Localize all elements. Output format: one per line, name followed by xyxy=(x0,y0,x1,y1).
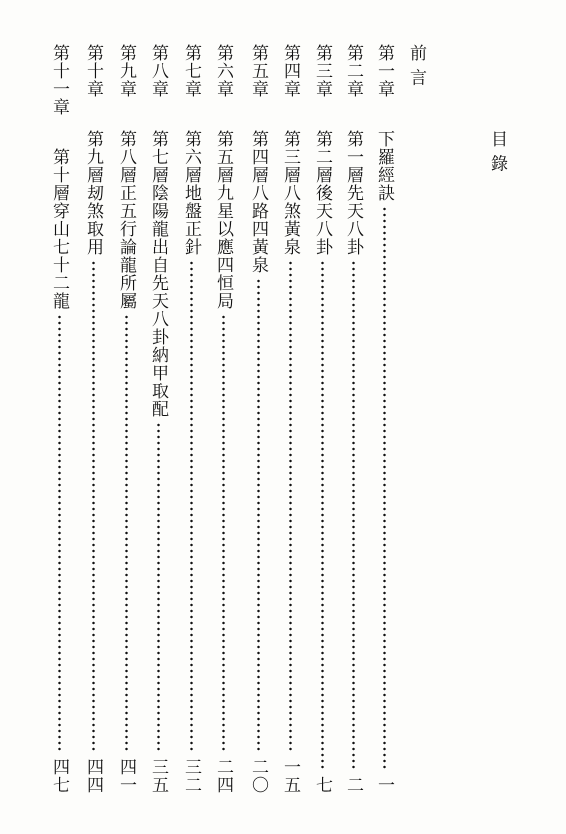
page-number: 三五 xyxy=(148,758,168,794)
toc-entry-5 xyxy=(245,44,271,794)
entry-title: 第二層後天八卦 xyxy=(312,130,332,256)
chapter-label: 第八章 xyxy=(148,44,168,98)
chapter-label: 第六章 xyxy=(213,44,233,98)
dot-leader xyxy=(383,206,386,770)
toc-entry-3 xyxy=(309,44,335,794)
page-number: 七 xyxy=(312,776,332,794)
preface-entry: 前 言 xyxy=(406,44,426,87)
page-number: 二四 xyxy=(213,758,233,794)
chapter-label: 第十一章 xyxy=(49,44,69,116)
page-number: 二 xyxy=(343,776,363,794)
entry-line xyxy=(340,130,366,794)
toc-entry-11 xyxy=(46,44,72,794)
page-number: 一五 xyxy=(280,758,300,794)
page-title: 目 錄 xyxy=(487,130,507,173)
toc-entry-10 xyxy=(80,44,106,794)
entry-line xyxy=(210,130,236,794)
toc-entry-2 xyxy=(340,44,366,794)
dot-leader xyxy=(157,422,160,752)
entry-title: 第三層八煞黃泉 xyxy=(280,130,300,256)
chapter-label: 第七章 xyxy=(181,44,201,98)
toc-entry-7 xyxy=(178,44,204,794)
entry-title: 第十層穿山七十二龍 xyxy=(49,148,69,310)
dot-leader xyxy=(125,314,128,752)
toc-entry-6 xyxy=(210,44,236,794)
toc-entry-8 xyxy=(145,44,171,794)
dot-leader xyxy=(352,260,355,770)
entry-line xyxy=(277,130,303,794)
dot-leader xyxy=(190,260,193,752)
dot-leader xyxy=(92,260,95,752)
entry-line xyxy=(309,130,335,794)
chapter-label: 第五章 xyxy=(248,44,268,98)
dot-leader xyxy=(257,278,260,752)
entry-line xyxy=(46,148,72,794)
entry-title: 第六層地盤正針 xyxy=(181,130,201,256)
entry-title: 第九層刼煞取用 xyxy=(83,130,103,256)
chapter-label: 第一章 xyxy=(374,44,394,98)
entry-line xyxy=(145,130,171,794)
entry-title: 第五層九星以應四恒局 xyxy=(213,130,233,310)
entry-line xyxy=(371,130,397,794)
entry-line xyxy=(178,130,204,794)
entry-line xyxy=(80,130,106,794)
toc-entry-4 xyxy=(277,44,303,794)
dot-leader xyxy=(321,260,324,770)
chapter-label: 第二章 xyxy=(343,44,363,98)
page-number: 四七 xyxy=(49,758,69,794)
entry-line xyxy=(113,130,139,794)
toc-entry-9 xyxy=(113,44,139,794)
page-number: 三二 xyxy=(181,758,201,794)
entry-title: 第四層八路四黃泉 xyxy=(248,130,268,274)
page-number: 四四 xyxy=(83,758,103,794)
page-number: 一 xyxy=(374,776,394,794)
entry-title: 下羅經訣 xyxy=(374,130,394,202)
dot-leader xyxy=(58,314,61,752)
entry-line xyxy=(245,130,271,794)
entry-title: 第一層先天八卦 xyxy=(343,130,363,256)
toc-entry-1 xyxy=(371,44,397,794)
chapter-label: 第九章 xyxy=(116,44,136,98)
page-number: 四一 xyxy=(116,758,136,794)
dot-leader xyxy=(289,260,292,752)
page-number: 二〇 xyxy=(248,758,268,794)
chapter-label: 第四章 xyxy=(280,44,300,98)
entry-title: 第八層正五行論龍所屬 xyxy=(116,130,136,310)
dot-leader xyxy=(222,314,225,752)
entry-title: 第七層陰陽龍出自先天八卦納甲取配 xyxy=(148,130,168,418)
chapter-label: 第十章 xyxy=(83,44,103,98)
chapter-label: 第三章 xyxy=(312,44,332,98)
